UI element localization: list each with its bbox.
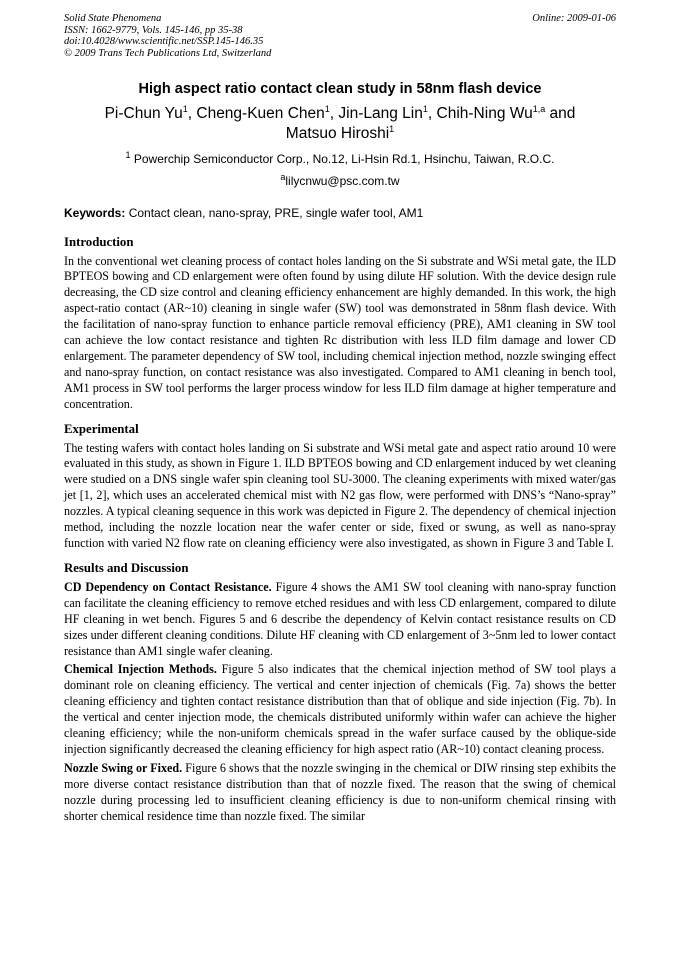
keywords — [64, 206, 616, 221]
paragraph-text: Figure 4 shows the AM1 SW tool cleaning with nano-spray function can facilitate the cleaning efficiency to remove etched residues and with less CD enlargement, compared to dilute HF cleaning in wet bench. Figures 5 and 6 describe the dependency of Kelvin contact resistance results on CD sizes under different cleaning conditions. Dilute HF cleaning with CD enlargement of 3~5nm led to lower contact resistance than AM1 single wafer cleaning. — [64, 579, 617, 658]
paragraph — [64, 580, 616, 660]
contact-email — [64, 174, 616, 189]
author-affiliation-mark: 1 — [324, 103, 330, 114]
author: Matsuo Hiroshi — [285, 125, 390, 142]
author-affiliation-mark: 1 — [389, 123, 395, 134]
affiliation-mark: 1 — [125, 150, 131, 160]
section-experimental — [64, 422, 616, 552]
author-separator: , — [427, 105, 437, 122]
copyright-line: © 2009 Trans Tech Publications Ltd, Switzerland — [64, 47, 272, 59]
online-date: Online: 2009-01-06 — [532, 13, 616, 24]
section-heading: Introduction — [64, 235, 134, 249]
author-affiliation-mark: 1 — [422, 103, 428, 114]
paragraph-text: Figure 5 also indicates that the chemical injection method of SW tool plays a dominant role on cleaning efficiency. The vertical and center injection of chemicals (Fig. 7a) shows the better cleaning efficiency and tighten contact resistance distribution than that of oblique and side injection (Fig. 7b). In the vertical and center injection mode, the chemicals distributed uniformly within wafer can achieve the higher cleaning efficiency; while the non-uniform chemicals spread in the wafer surface caused by the oblique-side injection significantly decreased the cleaning efficiency for high aspect ratio (AR~10) contact cleaning process. — [64, 662, 616, 757]
runin-heading: Nozzle Swing or Fixed. — [64, 761, 183, 776]
doi-line: doi:10.4028/www.scientific.net/SSP.145-146.35 — [64, 36, 264, 47]
journal-header — [64, 13, 616, 59]
paragraph — [64, 662, 616, 758]
runin-heading: CD Dependency on Contact Resistance. — [64, 579, 272, 594]
keywords-text: Contact clean, nano-spray, PRE, single wafer tool, AM1 — [125, 206, 424, 220]
keywords-label: Keywords: — [64, 206, 126, 220]
runin-heading: Chemical Injection Methods. — [64, 662, 217, 677]
journal-name: Solid State Phenomena — [64, 13, 162, 24]
author-separator: , — [329, 105, 339, 122]
author: Chih-Ning Wu — [436, 105, 533, 122]
author-affiliation-mark: 1,a — [532, 103, 546, 114]
author-separator: and — [545, 105, 576, 122]
paper-title: High aspect ratio contact clean study in 58nm flash device — [138, 81, 542, 97]
section-introduction — [64, 235, 616, 413]
author-list — [64, 104, 616, 144]
affiliation — [64, 152, 616, 167]
author: Jin-Lang Lin — [338, 105, 423, 122]
affiliation-text: Powerchip Semiconductor Corp., No.12, Li-Hsin Rd.1, Hsinchu, Taiwan, R.O.C. — [130, 152, 555, 166]
paragraph — [64, 761, 616, 825]
author-affiliation-mark: 1 — [182, 103, 188, 114]
author: Pi-Chun Yu — [104, 105, 183, 122]
email-address: lilycnwu@psc.com.tw — [285, 174, 400, 188]
paragraph: The testing wafers with contact holes landing on Si substrate and WSi metal gate and aspect ratio around 10 were evaluated in this study, as shown in Figure 1. ILD BPTEOS bowing and CD enlargement induced by wet cleaning were studied on a DNS single wafer spin cleaning tool SU-3000. The cleaning experiments with mixed water/gas jet [1, 2], which uses an accelerated chemical mist with N2 gas flow, were performed with DNS’s “Nano-spray” nozzles. A typical cleaning sequence in this work was depicted in Figure 2. The dependency of chemical injection method, including the nozzle location near the wafer center or side, fixed or swung, as well as nano-spray function with varied N2 flow rate on cleaning efficiency were also investigated, as shown in Figure 3 and Table I. — [64, 440, 616, 551]
paragraph: In the conventional wet cleaning process of contact holes landing on the Si substrate and WSi metal gate, the ILD BPTEOS bowing and CD enlargement were often found by using dilute HF solution. With the device design rule decreasing, the CD size control and cleaning efficiency enhancement are highly demanded. In this work, the high aspect-ratio contact (AR~10) cleaning in single wafer (SW) tool was demonstrated in 58nm flash device. With the facilitation of nano-spray function to enhance particle removal efficiency (PRE), AM1 cleaning in SW tool can achieve the low contact resistance and tighten Rc distribution with less ILD film damage and lower CD enlargement. The parameter dependency of SW tool, including chemical injection method, nozzle swinging effect and nano-spray function, on contact resistance was also investigated. Compared to AM1 cleaning in bench tool, AM1 process in SW tool performs the larger process window for less ILD film damage at higher temperature and concentration. — [64, 253, 616, 412]
section-results — [64, 561, 616, 825]
author: Cheng-Kuen Chen — [196, 105, 325, 122]
paragraph-text: Figure 6 shows that the nozzle swinging in the chemical or DIW rinsing step exhibits the more diverse contact resistance distribution than that of nozzle fixed. The reason that the swing of chemical nozzle during processing led to insufficient cleaning efficiency is due to non-uniform chemical rinsing with shorter chemical residence time than nozzle fixed. The similar — [64, 761, 617, 824]
issn-line: ISSN: 1662-9779, Vols. 145-146, pp 35-38 — [64, 24, 243, 36]
section-heading: Results and Discussion — [64, 561, 189, 576]
paper-body — [64, 235, 616, 834]
section-heading: Experimental — [64, 422, 139, 437]
email-mark: a — [280, 172, 286, 182]
author-separator: , — [187, 105, 197, 122]
